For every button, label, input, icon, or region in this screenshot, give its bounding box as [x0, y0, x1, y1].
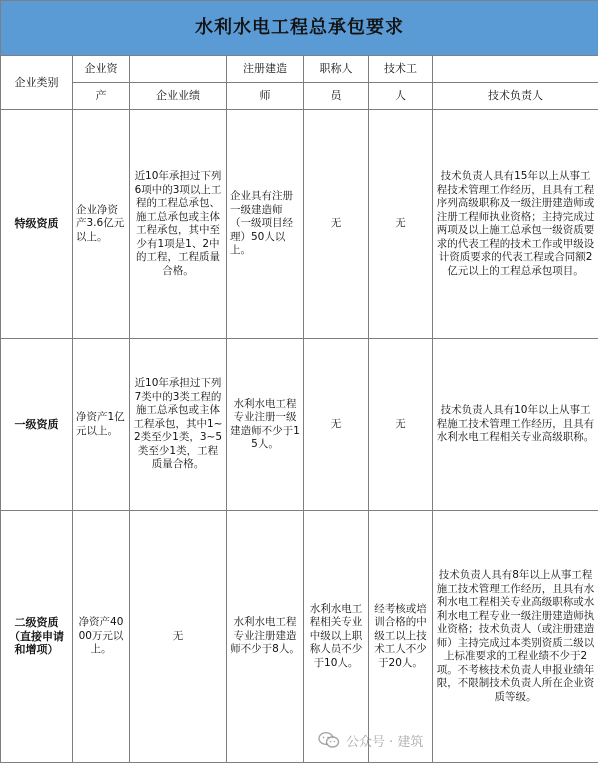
header-workers-line2: 人 [369, 83, 433, 110]
row-category: 二级资质（直接申请和增项） [1, 511, 73, 763]
cell-performance: 近10年承担过下列7类中的3类工程的施工总承包或主体工程承包，其中1~2类至少1类，3~5类至少1类，工程质量合格。 [130, 339, 227, 511]
table-row [1, 511, 598, 763]
cell-titled: 无 [304, 339, 369, 511]
cell-assets: 净资产1亿元以上。 [73, 339, 130, 511]
cell-performance: 无 [130, 511, 227, 763]
wechat-icon [318, 731, 340, 749]
header-assets-line2: 产 [73, 83, 130, 110]
row-category: 一级资质 [1, 339, 73, 511]
header-titled-line1: 职称人 [304, 56, 369, 83]
header-lead-top [433, 56, 598, 83]
cell-workers: 经考核或培训合格的中级工以上技术工人不少于20人。 [369, 511, 433, 763]
cell-titled: 无 [304, 110, 369, 339]
cell-workers: 无 [369, 110, 433, 339]
cell-registered: 水利水电工程专业注册建造师不少于8人。 [227, 511, 304, 763]
table-title: 水利水电工程总承包要求 [1, 1, 598, 56]
cell-registered: 企业具有注册一级建造师（一级项目经理）50人以上。 [227, 110, 304, 339]
row-category: 特级资质 [1, 110, 73, 339]
header-assets-line1: 企业资 [73, 56, 130, 83]
cell-titled: 水利水电工程相关专业中级以上职称人员不少于10人。 [304, 511, 369, 763]
cell-registered: 水利水电工程专业注册一级建造师不少于15人。 [227, 339, 304, 511]
cell-performance: 近10年承担过下列6项中的3项以上工程的工程总承包、施工总承包或主体工程承包，其中至少有1项是1、2中的工程，工程质量合格。 [130, 110, 227, 339]
header-workers-line1: 技术工 [369, 56, 433, 83]
cell-lead: 技术负责人具有8年以上从事工程施工技术管理工作经历，且具有水利水电工程相关专业高级职称或水利水电工程专业一级注册建造师执业资格；技术负责人（或注册建造师）主持完成过本类别资质二级以上标准要求的工程业绩不少于2项。不考核技术负责人申报业绩年限，不限制技术负责人所在企业资质等级。 [433, 511, 598, 763]
cell-workers: 无 [369, 339, 433, 511]
table-row [1, 110, 598, 339]
header-performance: 企业业绩 [130, 83, 227, 110]
header-titled-line2: 员 [304, 83, 369, 110]
watermark-text: 公众号 · 建筑 [346, 734, 424, 750]
cell-lead: 技术负责人具有10年以上从事工程施工技术管理工作经历，且具有水利水电工程相关专业高级职称。 [433, 339, 598, 511]
cell-assets: 企业净资产3.6亿元以上。 [73, 110, 130, 339]
header-category: 企业类别 [1, 56, 73, 110]
header-lead: 技术负责人 [433, 83, 598, 110]
cell-assets: 净资产4000万元以上。 [73, 511, 130, 763]
cell-lead: 技术负责人具有15年以上从事工程技术管理工作经历，且具有工程序列高级职称及一级注册建造师或注册工程师执业资格；主持完成过两项及以上施工总承包一级资质要求的代表工程的技术工作或甲级设计资质要求的代表工程或合同额2亿元以上的工程总承包项目。 [433, 110, 598, 339]
watermark [318, 729, 423, 751]
table-row [1, 339, 598, 511]
header-registered-line2: 师 [227, 83, 304, 110]
header-performance-top [130, 56, 227, 83]
header-registered-line1: 注册建造 [227, 56, 304, 83]
